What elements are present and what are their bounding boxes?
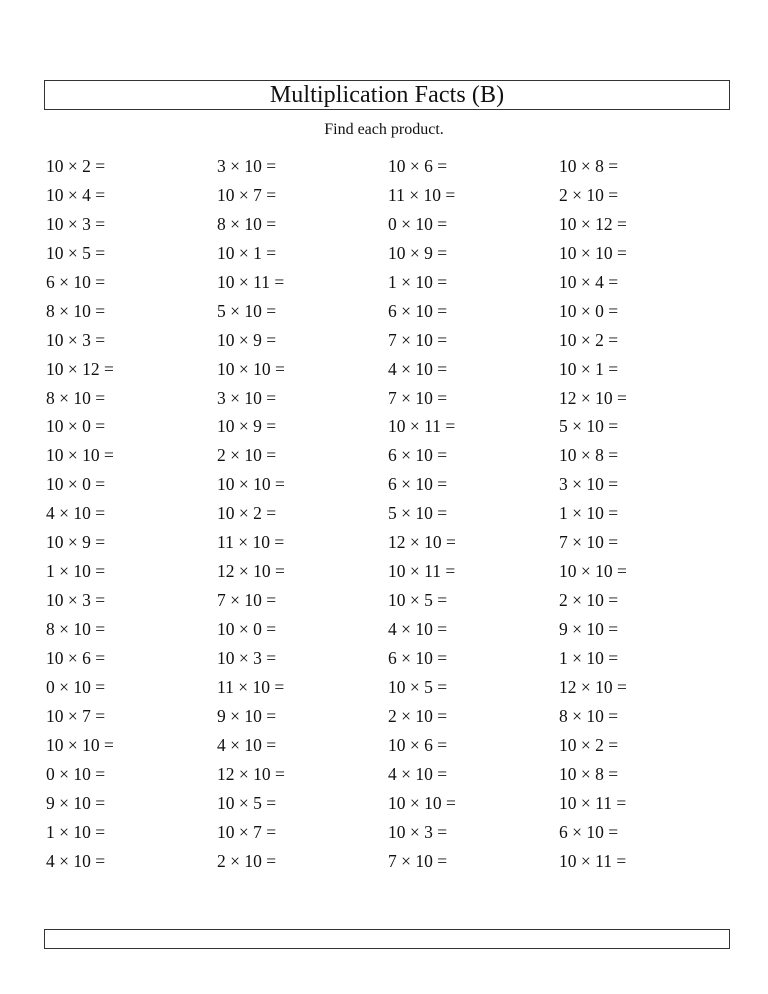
problem-item: 9 × 10 =: [46, 792, 106, 813]
problem-item: 10 × 3 =: [46, 213, 106, 234]
problem-item: 8 × 10 =: [217, 213, 277, 234]
problem-item: 10 × 10 =: [217, 358, 285, 379]
problem-item: 2 × 10 =: [388, 705, 448, 726]
problem-item: 10 × 3 =: [46, 329, 106, 350]
problem-item: 10 × 2 =: [217, 503, 277, 524]
problem-item: 10 × 10 =: [559, 561, 627, 582]
problem-item: 10 × 11 =: [217, 271, 285, 292]
problem-item: 6 × 10 =: [559, 821, 619, 842]
problem-item: 6 × 10 =: [46, 271, 106, 292]
problem-item: 12 × 10 =: [217, 561, 285, 582]
problem-item: 10 × 8 =: [559, 445, 619, 466]
problem-item: 2 × 10 =: [217, 850, 277, 871]
problem-item: 0 × 10 =: [388, 213, 448, 234]
problem-item: 10 × 9 =: [46, 532, 106, 553]
problem-item: 10 × 2 =: [559, 329, 619, 350]
problem-item: 10 × 12 =: [559, 213, 627, 234]
problem-item: 0 × 10 =: [46, 676, 106, 697]
problem-item: 10 × 10 =: [217, 474, 285, 495]
problem-item: 10 × 10 =: [46, 734, 114, 755]
problem-item: 1 × 10 =: [46, 821, 106, 842]
problem-item: 7 × 10 =: [388, 329, 448, 350]
problem-item: 6 × 10 =: [388, 300, 448, 321]
problem-item: 10 × 12 =: [46, 358, 114, 379]
problem-item: 5 × 10 =: [388, 503, 448, 524]
problem-item: 4 × 10 =: [217, 734, 277, 755]
problem-item: 8 × 10 =: [46, 619, 106, 639]
problem-item: 10 × 10 =: [388, 792, 456, 813]
problem-item: 10 × 9 =: [217, 416, 277, 437]
problem-item: 3 × 10 =: [559, 474, 619, 495]
problem-item: 5 × 10 =: [559, 416, 619, 437]
problem-item: 3 × 10 =: [217, 387, 277, 408]
footer-box: [44, 929, 730, 949]
problem-item: 2 × 10 =: [217, 445, 277, 466]
problem-item: 10 × 5 =: [388, 676, 448, 697]
problem-item: 1 × 10 =: [46, 561, 106, 582]
problem-item: 11 × 10 =: [217, 676, 285, 697]
problem-item: 9 × 10 =: [217, 705, 277, 726]
problem-item: 10 × 2 =: [559, 734, 619, 755]
problem-item: 7 × 10 =: [217, 590, 277, 611]
problem-item: 10 × 8 =: [559, 156, 619, 176]
problem-item: 1 × 10 =: [559, 503, 619, 524]
problem-item: 12 × 10 =: [559, 676, 627, 697]
problem-item: 3 × 10 =: [217, 156, 277, 176]
problem-item: 8 × 10 =: [559, 705, 619, 726]
problem-item: 10 × 7 =: [217, 821, 277, 842]
problem-item: 2 × 10 =: [559, 590, 619, 611]
problem-item: 1 × 10 =: [559, 647, 619, 668]
problem-item: 2 × 10 =: [559, 184, 619, 205]
problem-item: 11 × 10 =: [217, 532, 285, 553]
problem-item: 1 × 10 =: [388, 271, 448, 292]
problem-item: 10 × 3 =: [46, 590, 106, 611]
problem-item: 8 × 10 =: [46, 387, 106, 408]
worksheet-title: Multiplication Facts (B): [269, 82, 505, 108]
problem-item: 8 × 10 =: [46, 300, 106, 321]
problem-item: 10 × 0 =: [559, 300, 619, 321]
problem-grid: [46, 152, 730, 875]
problem-item: 4 × 10 =: [46, 850, 106, 871]
problem-item: 10 × 10 =: [559, 242, 627, 263]
problem-item: 10 × 10 =: [46, 445, 114, 466]
problem-item: 10 × 5 =: [388, 590, 448, 611]
problem-item: 10 × 3 =: [217, 647, 277, 668]
problem-item: 11 × 10 =: [388, 184, 456, 205]
problem-item: 10 × 6 =: [388, 734, 448, 755]
problem-item: 7 × 10 =: [388, 850, 448, 871]
problem-item: 5 × 10 =: [217, 300, 277, 321]
problem-item: 9 × 10 =: [559, 619, 619, 639]
problem-item: 10 × 3 =: [388, 821, 448, 842]
problem-item: 10 × 5 =: [46, 242, 106, 263]
problem-item: 10 × 7 =: [217, 184, 277, 205]
problem-item: 6 × 10 =: [388, 647, 448, 668]
problem-item: 4 × 10 =: [46, 503, 106, 524]
problem-item: 12 × 10 =: [388, 532, 456, 553]
problem-item: 10 × 8 =: [559, 763, 619, 784]
problem-item: 10 × 6 =: [46, 647, 106, 668]
problem-item: 10 × 2 =: [46, 156, 106, 176]
problem-item: 6 × 10 =: [388, 474, 448, 495]
problem-item: 10 × 1 =: [559, 358, 619, 379]
problem-item: 12 × 10 =: [217, 763, 285, 784]
title-box: [44, 80, 730, 110]
problem-item: 10 × 4 =: [46, 184, 106, 205]
problem-item: 10 × 9 =: [217, 329, 277, 350]
instructions-text: Find each product.: [324, 121, 444, 138]
problem-item: 10 × 0 =: [46, 416, 106, 437]
problem-item: 6 × 10 =: [388, 445, 448, 466]
problem-item: 10 × 7 =: [46, 705, 106, 726]
problem-item: 10 × 5 =: [217, 792, 277, 813]
problem-item: 7 × 10 =: [388, 387, 448, 408]
problem-item: 10 × 9 =: [388, 242, 448, 263]
problem-item: 10 × 11 =: [559, 850, 627, 871]
problem-item: 7 × 10 =: [559, 532, 619, 553]
problem-item: 10 × 4 =: [559, 271, 619, 292]
problem-item: 10 × 11 =: [388, 416, 456, 437]
problem-item: 10 × 0 =: [217, 619, 277, 639]
problem-item: 10 × 6 =: [388, 156, 448, 176]
problem-item: 12 × 10 =: [559, 387, 627, 408]
problem-item: 10 × 1 =: [217, 242, 277, 263]
problem-item: 10 × 0 =: [46, 474, 106, 495]
problem-item: 10 × 11 =: [559, 792, 627, 813]
problem-item: 4 × 10 =: [388, 763, 448, 784]
problem-item: 4 × 10 =: [388, 358, 448, 379]
problem-item: 0 × 10 =: [46, 763, 106, 784]
problem-item: 10 × 11 =: [388, 561, 456, 582]
problem-item: 4 × 10 =: [388, 619, 448, 639]
